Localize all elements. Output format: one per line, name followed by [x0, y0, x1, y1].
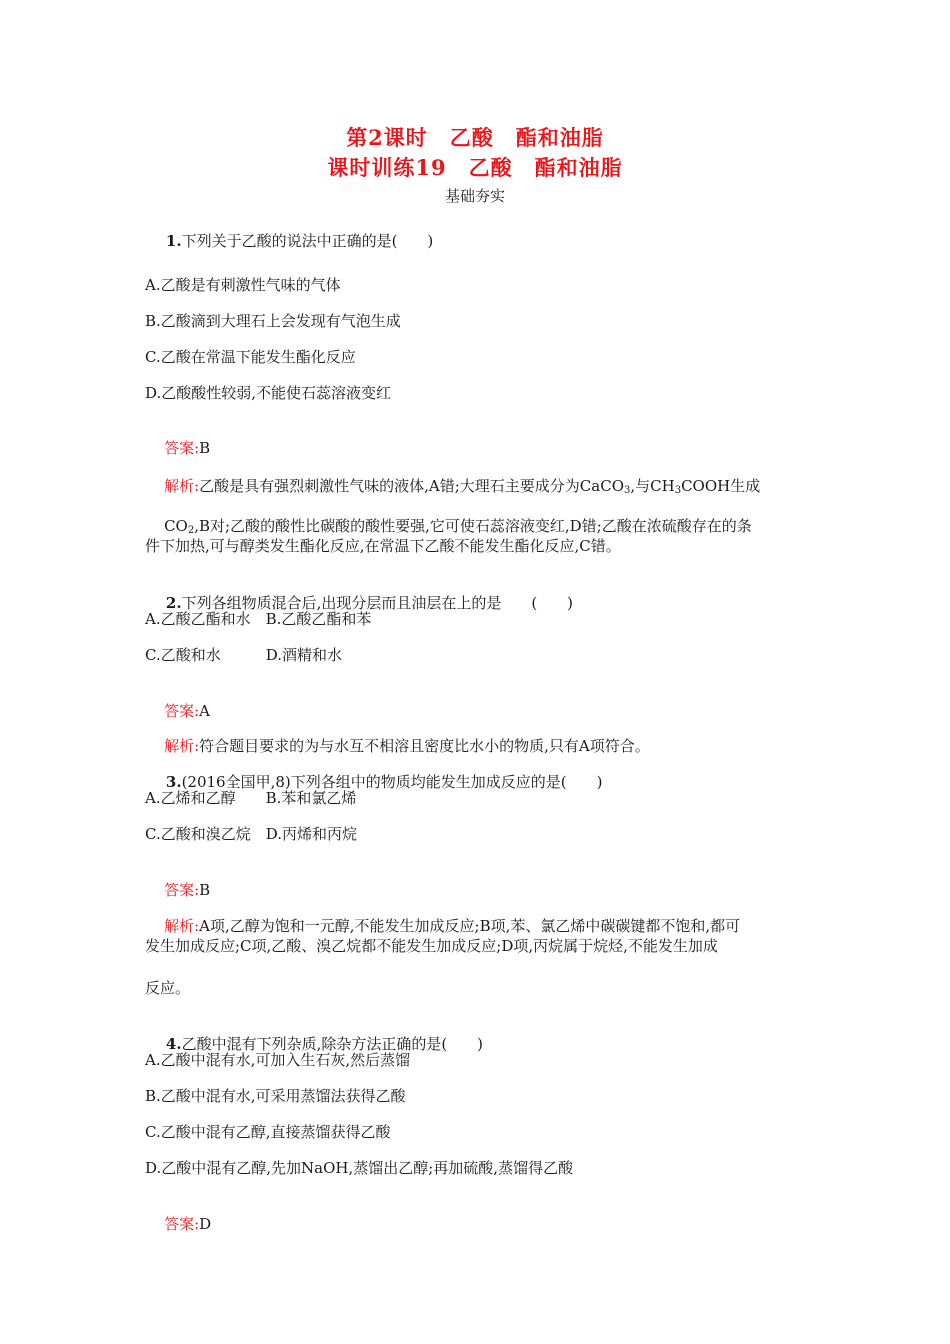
answer-value: A	[199, 702, 210, 720]
question-number: 2.	[165, 594, 182, 612]
analysis-text: 符合题目要求的为与水互不相溶且密度比水小的物质,只有A项符合。	[199, 737, 650, 755]
question-text: 乙酸中混有下列杂质,除杂方法正确的是( )	[181, 1035, 484, 1053]
lesson-title: 第2课时 乙酸 酯和油脂	[346, 125, 604, 150]
q3-analysis-line-3: 反应。	[145, 979, 191, 997]
answer-label: 答案:	[164, 881, 200, 899]
answer-value: B	[199, 439, 211, 457]
subscript: 3	[674, 485, 682, 496]
question-number: 1.	[165, 232, 182, 250]
subscript: 3	[624, 485, 631, 496]
analysis-text: ,B对;乙酸的酸性比碳酸的酸性要强,它可使石蕊溶液变红,D错;乙酸在浓硫酸存在的条	[194, 517, 752, 535]
analysis-text: ,与CH	[630, 477, 675, 495]
analysis-text: CO	[164, 517, 188, 535]
question-text: 下列关于乙酸的说法中正确的是( )	[181, 232, 434, 250]
q4-option-b: B.乙酸中混有水,可采用蒸馏法获得乙酸	[145, 1087, 406, 1105]
analysis-text: 乙酸是具有强烈刺激性气味的液体,A错;大理石主要成分为CaCO	[199, 477, 624, 495]
analysis-label: 解析:	[164, 917, 200, 935]
answer-label: 答案:	[164, 702, 200, 720]
subscript: 2	[187, 525, 195, 536]
q4-answer	[145, 1194, 815, 1254]
section-heading: 基础夯实	[444, 187, 505, 205]
question-text: (2016全国甲,8)下列各组中的物质均能发生加成反应的是( )	[181, 773, 603, 791]
q2-options-cd: C.乙酸和水 D.酒精和水	[145, 646, 342, 664]
analysis-label: 解析:	[164, 737, 200, 755]
answer-label: 答案:	[164, 1215, 200, 1233]
q1-option-b: B.乙酸滴到大理石上会发现有气泡生成	[145, 312, 401, 330]
q4-option-a: A.乙酸中混有水,可加入生石灰,然后蒸馏	[145, 1051, 411, 1069]
analysis-label: 解析:	[164, 477, 200, 495]
question-1	[145, 211, 815, 271]
question-text: 下列各组物质混合后,出现分层而且油层在上的是 ( )	[181, 594, 574, 612]
analysis-text: A项,乙醇为饱和一元醇,不能发生加成反应;B项,苯、氯乙烯中碳碳键都不饱和,都可	[199, 917, 741, 935]
q4-option-d: D.乙酸中混有乙醇,先加NaOH,蒸馏出乙醇;再加硫酸,蒸馏得乙酸	[145, 1159, 574, 1177]
q1-option-a: A.乙酸是有刺激性气味的气体	[145, 276, 341, 294]
q3-options-cd: C.乙酸和溴乙烷 D.丙烯和丙烷	[145, 825, 357, 843]
q3-options-ab: A.乙烯和乙醇 B.苯和氯乙烯	[145, 789, 357, 807]
q2-options-ab: A.乙酸乙酯和水 B.乙酸乙酯和苯	[145, 610, 372, 628]
q1-analysis-line-3: 件下加热,可与醇类发生酯化反应,在常温下乙酸不能发生酯化反应,C错。	[145, 537, 621, 555]
question-number: 3.	[165, 773, 182, 791]
q1-option-d: D.乙酸酸性较弱,不能使石蕊溶液变红	[145, 384, 392, 402]
answer-value: D	[199, 1215, 212, 1233]
answer-value: B	[199, 881, 211, 899]
analysis-text: COOH生成	[681, 477, 761, 495]
q4-option-c: C.乙酸中混有乙醇,直接蒸馏获得乙酸	[145, 1123, 391, 1141]
answer-label: 答案:	[164, 439, 200, 457]
q1-option-c: C.乙酸在常温下能发生酯化反应	[145, 348, 356, 366]
question-number: 4.	[165, 1035, 182, 1053]
q3-analysis-line-2: 发生加成反应;C项,乙酸、溴乙烷都不能发生加成反应;D项,丙烷属于烷烃,不能发生加成	[145, 937, 718, 955]
training-title: 课时训练19 乙酸 酯和油脂	[327, 155, 623, 180]
